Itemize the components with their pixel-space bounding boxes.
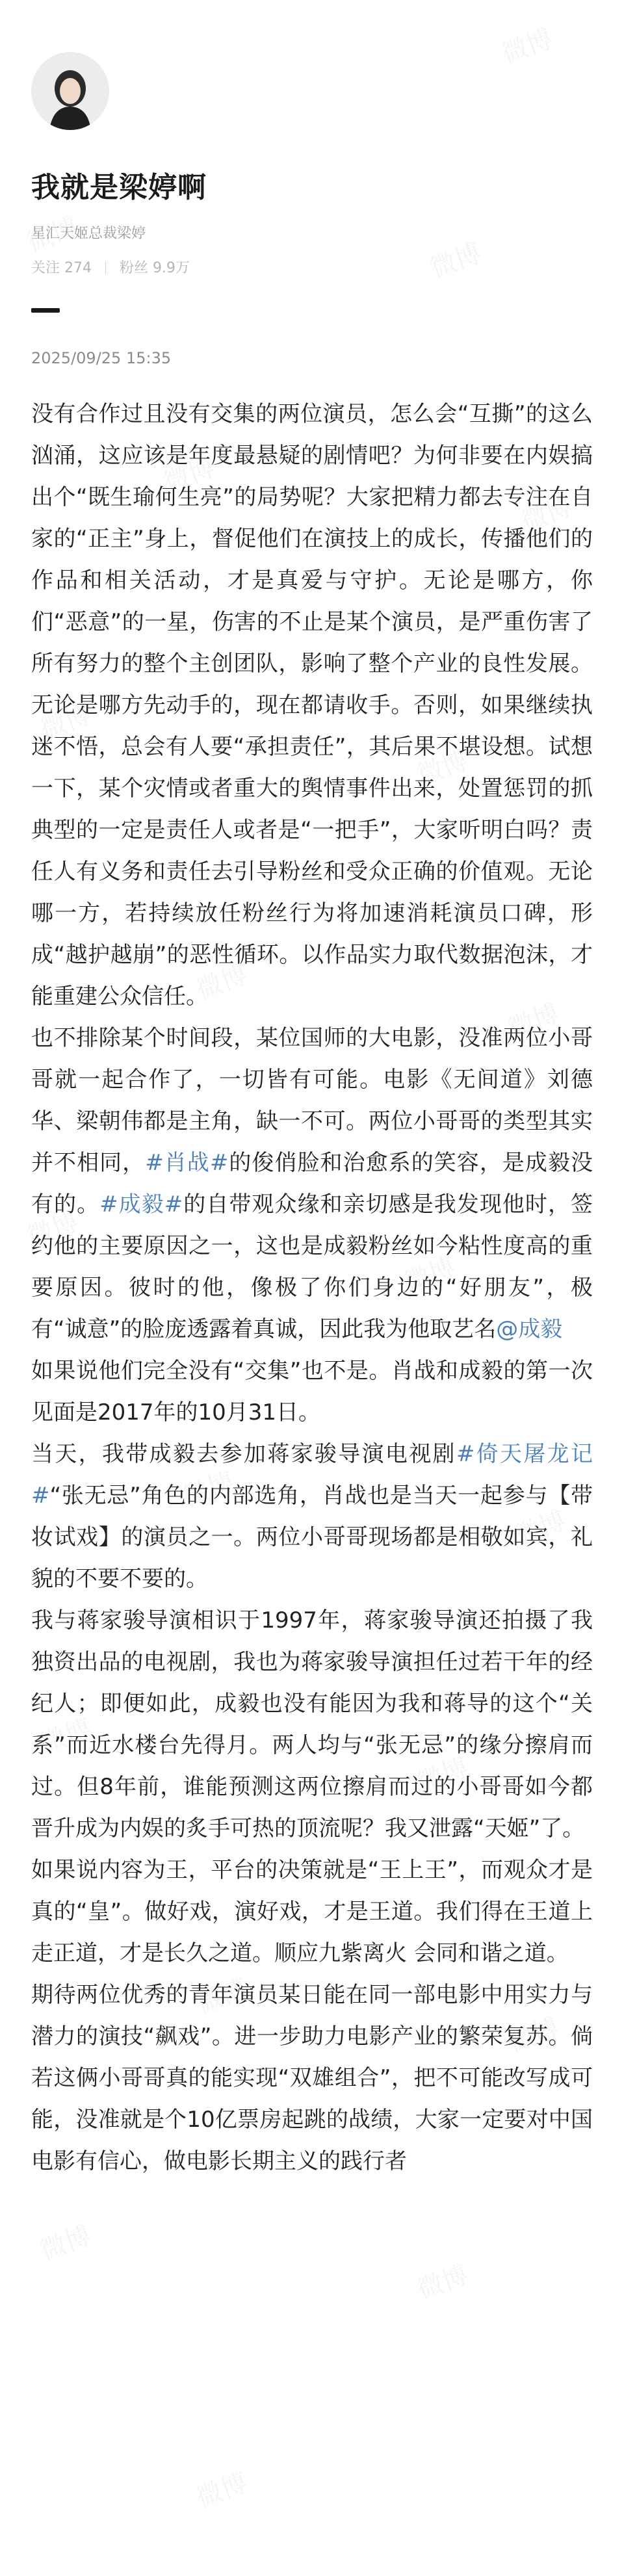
watermark-text: [411, 2254, 473, 2307]
post-paragraph: [31, 1350, 593, 1433]
post-timestamp: 2025/09/25 15:35: [31, 349, 172, 367]
profile-header: [0, 0, 624, 313]
fans-label: 粉丝: [120, 260, 149, 276]
paragraph-text: 的自带观众缘和亲切感是我发现他时，签约他的主要原因之一，这也是成毅粉丝如今粘性度高的重要原因。彼时的他，像极了你们身边的“好朋友”，极有“诚意”的脸庞透露着真诚，因此我为他取艺名: [31, 1191, 593, 1342]
topic-link[interactable]: #肖战#: [145, 1150, 229, 1176]
author-stats: [31, 257, 593, 277]
paragraph-text: “张无忌”角色的内部选角，肖战也是当天一起参与【带妆试戏】的演员之一。两位小哥哥现场都是相敬如宾，礼貌的不要不要的。: [31, 1483, 593, 1592]
mention-link[interactable]: @成毅: [496, 1316, 563, 1342]
paragraph-text: 当天，我带成毅去参加蒋家骏导演电视剧: [31, 1441, 456, 1467]
post-paragraph: [31, 1433, 593, 1600]
paragraph-text: 如果说内容为王，平台的决策就是“王上王”，而观众才是真的“皇”。做好戏，演好戏，才是王道。我们得在王道上走正道，才是长久之道。顺应九紫离火 会同和谐之道。: [31, 1857, 593, 1966]
post-paragraph: [31, 1849, 593, 1974]
paragraph-text: 也不排除某个时间段，某位国师的大电影，没准两位小哥哥就一起合作了，一切皆有可能。电影《无间道》刘德华、梁朝伟都是主角，缺一不可。两位小哥哥的类型其实并不相同，: [31, 1025, 593, 1176]
paragraph-text: 我与蒋家骏导演相识于1997年，蒋家骏导演还拍摄了我独资出品的电视剧，我也为蒋家骏导演担任过若干年的经纪人；即便如此，成毅也没有能因为我和蒋导的这个“关系”而近水楼台先得月。两人均与“张无忌”的缘分擦肩而过。但8年前，谁能预测这两位擦肩而过的小哥哥如今都晋升成为内娱的炙手可热的顶流呢？我又泄露“天姬”了。: [31, 1607, 593, 1841]
author-name[interactable]: 我就是梁婷啊: [31, 171, 207, 204]
topic-link[interactable]: #成毅#: [99, 1191, 183, 1217]
paragraph-text: 期待两位优秀的青年演员某日能在同一部电影中用实力与潜力的演技“飙戏”。进一步助力电影产业的繁荣复苏。倘若这俩小哥哥真的能实现“双雄组合”，把不可能改写成可能，没准就是个10亿票房起跳的战绩，大家一定要对中国电影有信心，做电影长期主义的践行者: [31, 1982, 593, 2174]
watermark-text: [190, 2462, 252, 2515]
follow-label: 关注: [31, 260, 60, 276]
topic-link[interactable]: #倚天屠龙记#: [31, 1441, 593, 1509]
fans-count[interactable]: 9.9万: [153, 260, 190, 276]
follow-count[interactable]: 274: [64, 260, 92, 276]
avatar[interactable]: [31, 52, 109, 130]
stats-separator: [105, 261, 106, 274]
post-paragraph: [31, 1974, 593, 2182]
post-paragraph: [31, 1017, 593, 1350]
post-paragraph: [31, 1600, 593, 1849]
watermark-text: [34, 2215, 96, 2268]
paragraph-text: 没有合作过且没有交集的两位演员，怎么会“互撕”的这么汹涌，这应该是年度最悬疑的剧情吧？为何非要在内娱搞出个“既生瑜何生亮”的局势呢？大家把精力都去专注在自家的“正主”身上，督促他们在演技上的成长，传播他们的作品和相关活动，才是真爱与守护。无论是哪方，你们“恶意”的一星，伤害的不止是某个演员，是严重伤害了所有努力的整个主创团队，影响了整个产业的良性发展。无论是哪方先动手的，现在都请收手。否则，如果继续执迷不悟，总会有人要“承担责任”，其后果不堪设想。试想一下，某个灾情或者重大的舆情事件出来，处置惩罚的抓典型的一定是责任人或者是“一把手”，大家听明白吗？责任人有义务和责任去引导粉丝和受众正确的价值观。无论哪一方，若持续放任粉丝行为将加速消耗演员口碑，形成“越护越崩”的恶性循环。以作品实力取代数据泡沫，才能重建公众信任。: [31, 401, 593, 1009]
author-description: 星汇天姬总裁梁婷: [31, 226, 146, 242]
post-paragraph: [31, 393, 593, 1017]
post-body: [0, 367, 624, 2182]
paragraph-text: 的俊俏脸和治愈系的笑容，是成毅没有的。: [31, 1150, 593, 1217]
section-divider: [31, 308, 60, 313]
paragraph-text: 如果说他们完全没有“交集”也不是。肖战和成毅的第一次见面是2017年的10月31日。: [31, 1358, 593, 1425]
